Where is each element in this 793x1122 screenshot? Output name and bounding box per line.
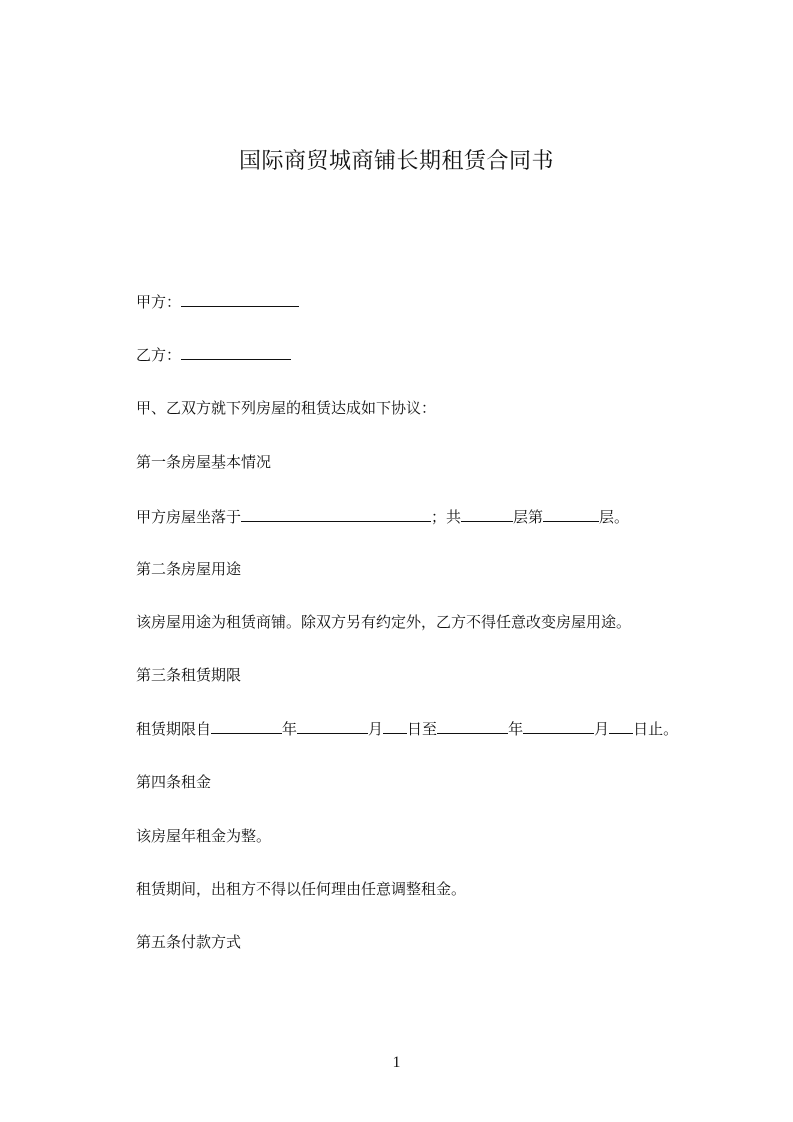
- end-month-blank: [523, 718, 594, 734]
- article3-month-label-2: 月: [594, 720, 610, 738]
- article4-body-1: 该房屋年租金为整。: [136, 827, 272, 845]
- article4-heading: 第四条租金: [136, 773, 212, 791]
- article1-text-1: 甲方房屋坐落于: [136, 508, 242, 526]
- article4-body-2: 租赁期间，出租方不得以任何理由任意调整租金。: [136, 880, 467, 898]
- start-day-blank: [383, 718, 407, 734]
- article3-day-to: 日至: [407, 720, 438, 738]
- party-b-blank: [181, 344, 291, 360]
- article1-text-2: ；共: [431, 508, 462, 526]
- start-year-blank: [211, 718, 282, 734]
- article1-text-4: 层。: [599, 508, 630, 526]
- party-b-line: [136, 344, 291, 365]
- total-floors-blank: [461, 506, 513, 522]
- end-day-blank: [609, 718, 633, 734]
- party-a-blank: [181, 291, 299, 307]
- article3-month-label: 月: [368, 720, 384, 738]
- article2-heading: 第二条房屋用途: [136, 560, 242, 578]
- article1-body: [136, 506, 629, 527]
- party-a-label: 甲方：: [136, 293, 182, 311]
- article1-text-3: 层第: [513, 508, 544, 526]
- party-a-line: [136, 291, 299, 312]
- start-month-blank: [297, 718, 368, 734]
- end-year-blank: [437, 718, 508, 734]
- article5-heading: 第五条付款方式: [136, 933, 242, 951]
- article3-end: 日止。: [633, 720, 679, 738]
- page-number: 1: [392, 1054, 401, 1071]
- location-blank: [241, 506, 431, 522]
- article3-year-label: 年: [282, 720, 298, 738]
- party-b-label: 乙方：: [136, 346, 182, 364]
- intro-text: 甲、乙双方就下列房屋的租赁达成如下协议：: [136, 399, 437, 417]
- article1-heading: 第一条房屋基本情况: [136, 453, 272, 471]
- article3-year-label-2: 年: [508, 720, 524, 738]
- document-title: 国际商贸城商铺长期租赁合同书: [238, 149, 554, 174]
- floor-number-blank: [543, 506, 599, 522]
- article2-body: 该房屋用途为租赁商铺。除双方另有约定外，乙方不得任意改变房屋用途。: [136, 613, 632, 631]
- article3-body: [136, 718, 678, 739]
- article3-text-1: 租赁期限自: [136, 720, 212, 738]
- article3-heading: 第三条租赁期限: [136, 666, 242, 684]
